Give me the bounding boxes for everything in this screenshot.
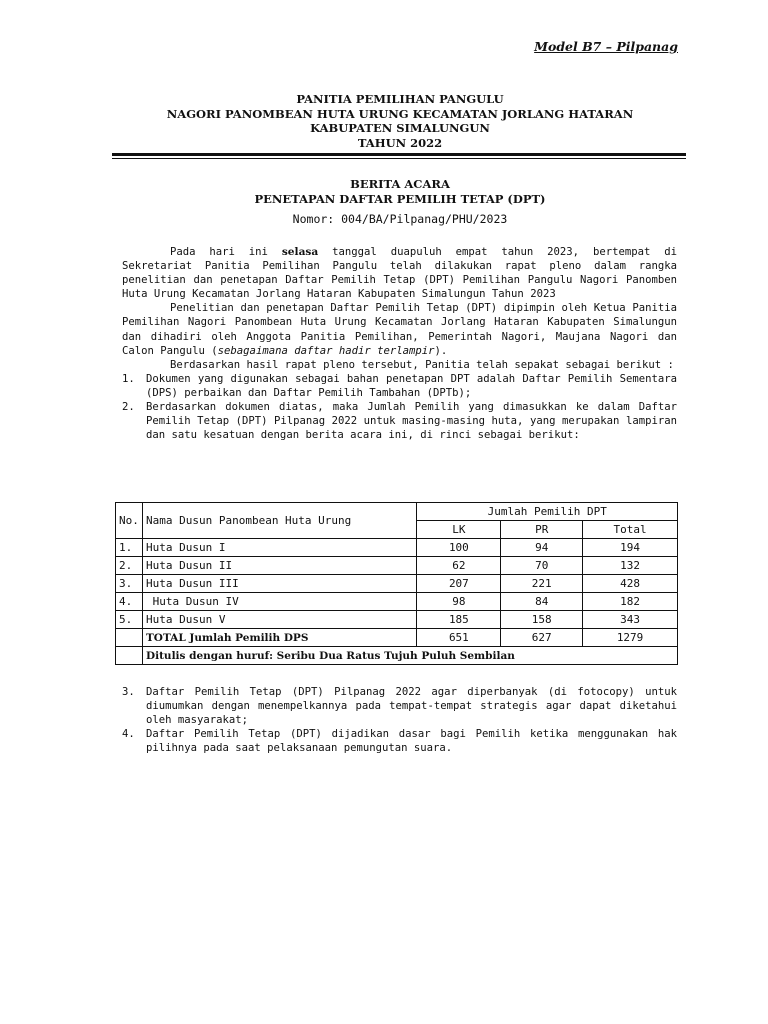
- header-group: Jumlah Pemilih DPT: [417, 503, 678, 521]
- row-total: 182: [583, 593, 678, 611]
- row-no: 2.: [116, 557, 143, 575]
- row-name: Huta Dusun III: [142, 575, 416, 593]
- table-row: [116, 539, 678, 557]
- header-kabupaten: KABUPATEN SIMALUNGUN: [310, 121, 490, 135]
- header-name: Nama Dusun Panombean Huta Urung: [142, 503, 416, 539]
- document-number: Nomor: 004/BA/Pilpanag/PHU/2023: [292, 212, 508, 226]
- total-lk: 651: [417, 629, 501, 647]
- list-text: Dokumen yang digunakan sebagai bahan penetapan DPT adalah Daftar Pemilih Sementara (DPS) perbaikan dan Daftar Pemilih Tambahan (DPTb);: [146, 372, 677, 399]
- table-row: [116, 557, 678, 575]
- row-name: Huta Dusun I: [142, 539, 416, 557]
- row-no: 4.: [116, 593, 143, 611]
- list-item: [122, 685, 677, 727]
- row-no: 3.: [116, 575, 143, 593]
- header-total: Total: [583, 521, 678, 539]
- table-row: [116, 611, 678, 629]
- row-name: Huta Dusun II: [142, 557, 416, 575]
- header-year: TAHUN 2022: [357, 135, 443, 150]
- document-body: [122, 245, 677, 442]
- para1-text-end: tanggal duapuluh empat tahun 2023, bertempat di Sekretariat Panitia Pemilihan Pangulu telah dilakukan rapat pleno dalam rangka penelitian dan penetapan Daftar Pemilih Tetap (DPT) Pemilihan Pangulu Nagori Panomben Huta Urung Kecamatan Jorlang Hataran Kabupaten Simalungun Tahun 2023: [122, 246, 677, 301]
- table-words-row: [116, 647, 678, 665]
- row-pr: 94: [501, 539, 583, 557]
- form-model-label: Model B7 – Pilpanag: [534, 39, 678, 54]
- row-lk: 62: [417, 557, 501, 575]
- row-lk: 100: [417, 539, 501, 557]
- row-no: 1.: [116, 539, 143, 557]
- row-total: 132: [583, 557, 678, 575]
- total-total: 1279: [583, 629, 678, 647]
- document-body-continued: [122, 685, 677, 755]
- row-no: 5.: [116, 611, 143, 629]
- row-total: 343: [583, 611, 678, 629]
- row-pr: 84: [501, 593, 583, 611]
- header-rule-thin: [112, 158, 686, 159]
- header-rule-thick: [112, 153, 686, 156]
- table-row: [116, 593, 678, 611]
- paragraph-1: [122, 245, 677, 301]
- list-text: Daftar Pemilih Tetap (DPT) Pilpanag 2022 agar diperbanyak (di fotocopy) untuk diumumkan dengan menempelkannya pada tempat-tempat strategis agar dapat diketahui oleh masyarakat;: [146, 686, 677, 727]
- para1-day: selasa: [281, 246, 319, 258]
- list-text: Berdasarkan dokumen diatas, maka Jumlah Pemilih yang dimasukkan ke dalam Daftar Pemilih Tetap (DPT) Pilpanag 2022 untuk masing-masing huta, yang merupakan lampiran dan satu kesatuan dengan berita acara ini, di rinci sebagai berikut:: [146, 401, 677, 442]
- total-in-words: Ditulis dengan huruf: Seribu Dua Ratus Tujuh Puluh Sembilan: [142, 647, 677, 665]
- para2-text: Penelitian dan penetapan Daftar Pemilih Tetap (DPT) dipimpin oleh Ketua Panitia Pemilihan Nagori Panombean Huta Urung Kecamatan Jorlang Hataran Kabupaten Simalungun dan dihadiri oleh Anggota Panitia Pemilihan, Pemerintah Nagori, Maujana Nagori dan Calon Pangulu (: [122, 302, 677, 357]
- total-pr: 627: [501, 629, 583, 647]
- para1-text-start: Pada hari ini: [170, 246, 282, 258]
- row-pr: 70: [501, 557, 583, 575]
- document-title: [110, 177, 690, 207]
- title-line-2: PENETAPAN DAFTAR PEMILIH TETAP (DPT): [254, 192, 546, 206]
- header-no: No.: [116, 503, 143, 539]
- header-committee: PANITIA PEMILIHAN PANGULU: [296, 92, 504, 106]
- title-line-1: BERITA ACARA: [350, 177, 450, 191]
- dpt-table: [115, 502, 678, 665]
- list-number: 4.: [122, 728, 135, 741]
- row-name: Huta Dusun V: [142, 611, 416, 629]
- list-number: 1.: [122, 372, 135, 385]
- row-lk: 185: [417, 611, 501, 629]
- header-nagori: NAGORI PANOMBEAN HUTA URUNG KECAMATAN JORLANG HATARAN: [166, 106, 634, 121]
- para2-italic-note: sebagaimana daftar hadir terlampir: [217, 344, 435, 357]
- words-no: [116, 647, 143, 665]
- table-row: [116, 575, 678, 593]
- list-item: [122, 727, 677, 755]
- row-pr: 158: [501, 611, 583, 629]
- list-number: 2.: [122, 401, 135, 414]
- row-total: 428: [583, 575, 678, 593]
- paragraph-3: Berdasarkan hasil rapat pleno tersebut, Panitia telah sepakat sebagai berikut :: [170, 358, 674, 371]
- row-total: 194: [583, 539, 678, 557]
- list-item: [122, 400, 677, 442]
- list-number: 3.: [122, 686, 135, 698]
- row-pr: 221: [501, 575, 583, 593]
- para2-end: ).: [434, 344, 448, 357]
- table-header-row: [116, 503, 678, 521]
- row-name: Huta Dusun IV: [142, 593, 416, 611]
- paragraph-2: [122, 301, 677, 357]
- row-lk: 98: [417, 593, 501, 611]
- header-pr: PR: [501, 521, 583, 539]
- total-no: [116, 629, 143, 647]
- list-text: Daftar Pemilih Tetap (DPT) dijadikan dasar bagi Pemilih ketika menggunakan hak pilihnya pada saat pelaksanaan pemungutan suara.: [146, 728, 677, 755]
- header-lk: LK: [417, 521, 501, 539]
- total-label: TOTAL Jumlah Pemilih DPS: [142, 629, 416, 647]
- table-total-row: [116, 629, 678, 647]
- list-item: [122, 372, 677, 400]
- row-lk: 207: [417, 575, 501, 593]
- letter-header: [110, 92, 690, 150]
